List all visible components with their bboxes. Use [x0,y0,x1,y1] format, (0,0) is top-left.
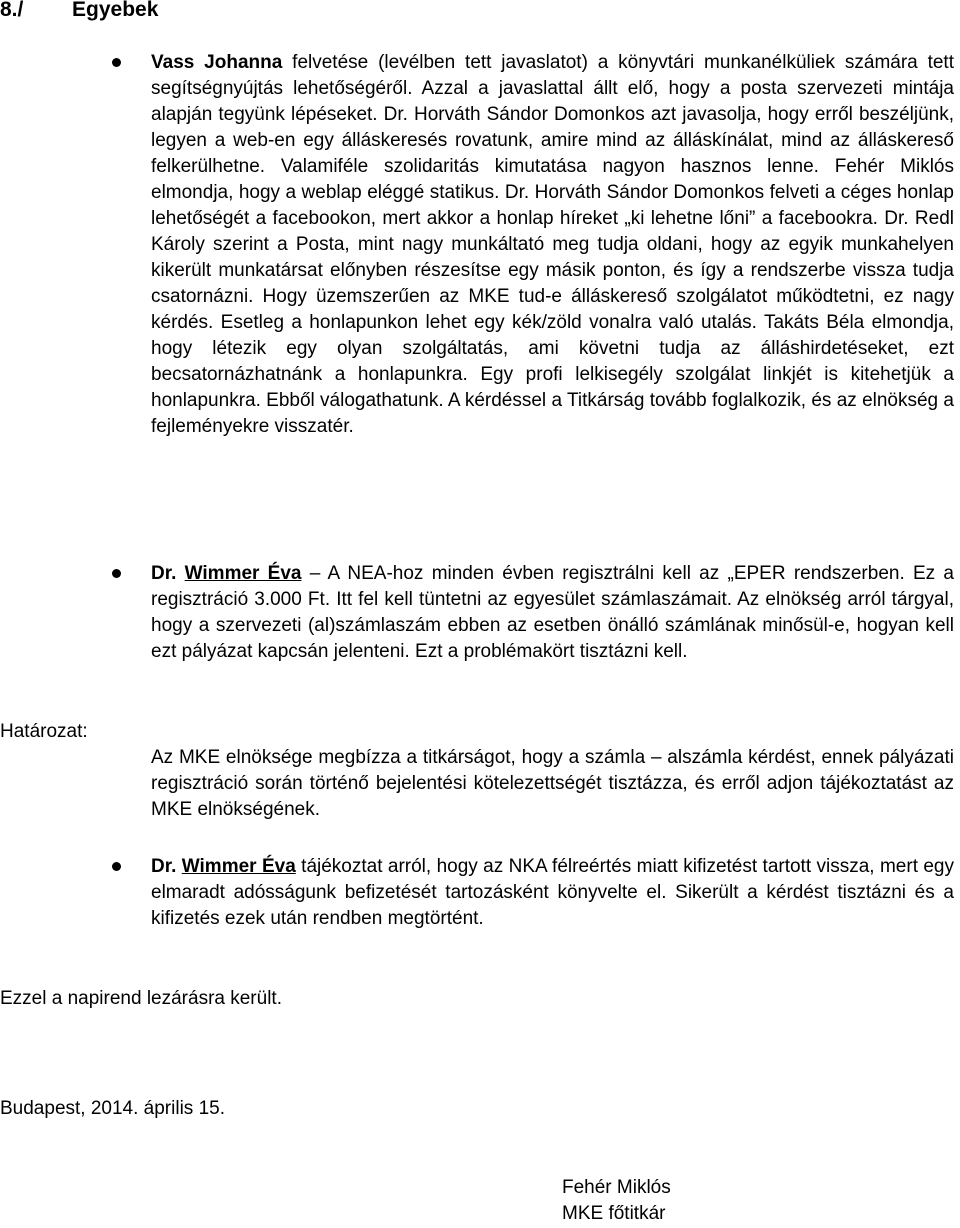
item3-text: tájékoztat arról, hogy az NKA félreértés miatt kifizetést tartott vissza, mert egy elmaradt adósságunk befizetését tartozásként könyvelte el. Sikerült a kérdést tisztázni és a kifizetés ezek után rendben megtörtént. [151,856,955,929]
bullet-icon [112,862,121,871]
place-date: Budapest, 2014. április 15. [0,1098,225,1119]
signature-name: Fehér Miklós [562,1177,671,1198]
item-vass-johanna [151,50,954,440]
section-number: 8./ [0,0,24,21]
item2-name: Wimmer Éva [184,563,302,584]
resolution-label: Határozat: [0,721,88,742]
item3-name: Wimmer Éva [181,856,296,877]
resolution-text: Az MKE elnöksége megbízza a titkárságot, hogy a számla – alszámla kérdést, ennek pályázati regisztráció során történő bejelentési kötelezettségét tisztázza, és erről adjon tájékoztatást az MKE elnökségének. [151,747,954,820]
section-title: Egyebek [72,0,159,21]
item2-text: – A NEA-hoz minden évben regisztrálni kell az „EPER rendszerben. Ez a regisztráció 3.000 Ft. Itt fel kell tüntetni az egyesület számlaszámait. Az elnökség arról tárgyal, hogy a szervezeti (al)számlaszám ebben az esetben önálló számlának minősül-e, hogyan kell ezt pályázat kapcsán jelenteni. Ezt a problémakört tisztázni kell. [151,563,954,662]
item2-prefix: Dr. [151,563,177,584]
closing-sentence: Ezzel a napirend lezárásra került. [0,988,282,1009]
signature-role: MKE főtitkár [562,1203,666,1224]
item1-name: Vass Johanna [151,52,283,73]
item-wimmer-eva-nka [151,854,954,932]
section-heading [0,0,158,24]
item1-text: felvetése (levélben tett javaslatot) a könyvtári munkanélküliek számára tett segítségnyújtás lehetőségéről. Azzal a javaslattal állt elő, hogy a posta szervezeti mintája alapján tegyünk lépéseket. Dr. Horváth Sándor Domonkos azt javasolja, hogy erről beszéljünk, legyen a web-en egy álláskeresés rovatunk, amire mind az álláskínálat, mind az álláskereső felkerülhetne. Valamiféle szolidaritás kimutatása nagyon hasznos lenne. Fehér Miklós elmondja, hogy a weblap eléggé statikus. Dr. Horváth Sándor Domonkos felveti a céges honlap lehetőségét a facebookon, mert akkor a honlap híreket „ki lehetne lőni” a facebookra. Dr. Redl Károly szerint a Posta, mint nagy munkáltató meg tudja oldani, hogy az egyik munkahelyen kikerült munkatársat előnyben részesítse egy másik ponton, és így a rendszerbe vissza tudja csatornázni. Hogy üzemszerűen az MKE tud-e álláskereső szolgálatot működtetni, ez nagy kérdés. Esetleg a honlapunkon lehet egy kék/zöld vonalra való utalás. Takáts Béla elmondja, hogy létezik egy olyan szolgáltatás, ami követni tudja az álláshirdetéseket, ezt becsatornázhatnánk a honlapunkra. Egy profi lelkisegély szolgálat linkjét is kitehetjük a honlapunkra. Ebből válogathatunk. A kérdéssel a Titkárság tovább foglalkozik, és az elnökség a fejleményekre visszatér. [151,52,954,437]
bullet-icon [112,58,121,67]
item3-prefix: Dr. [151,856,177,877]
item-wimmer-eva-nea [151,561,954,665]
bullet-icon [112,569,121,578]
